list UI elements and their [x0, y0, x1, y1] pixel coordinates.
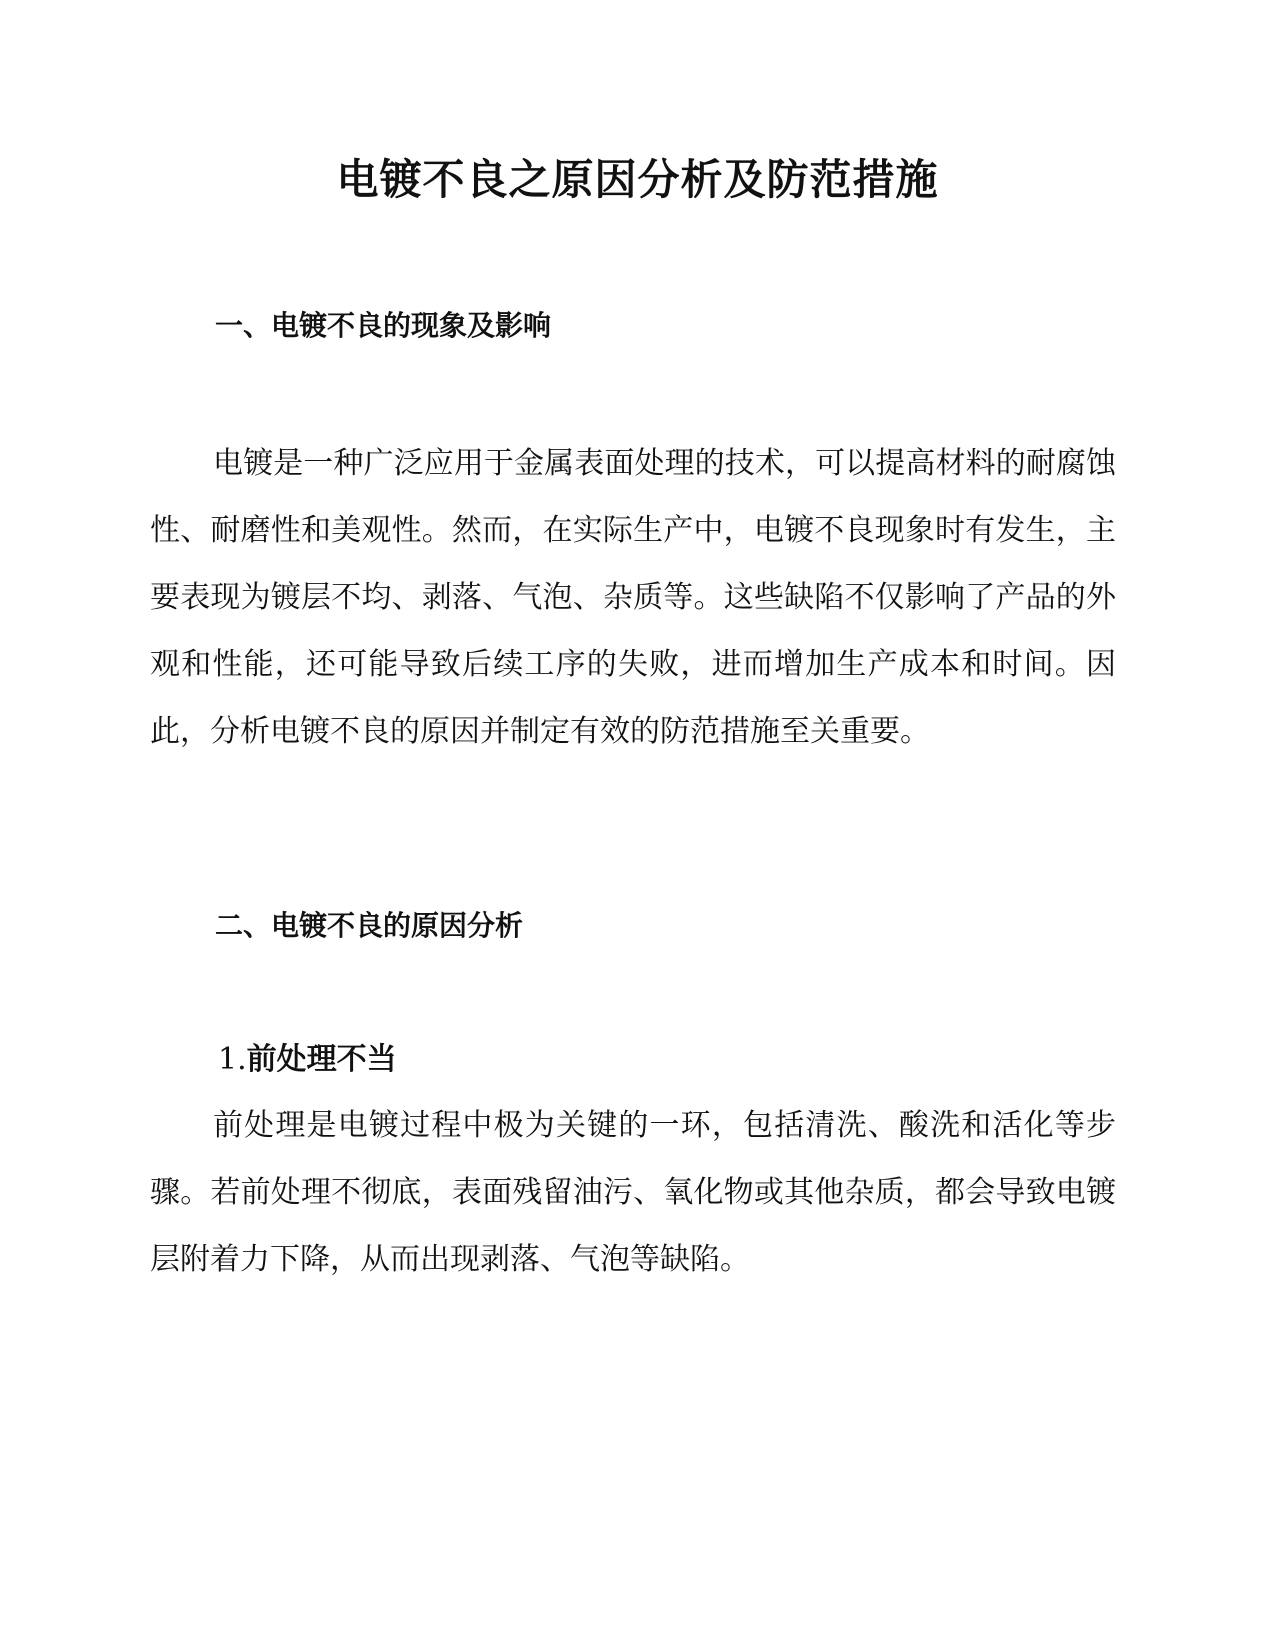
- subsection-paragraph: 前处理是电镀过程中极为关键的一环，包括清洗、酸洗和活化等步骤。若前处理不彻底，表面残留油污、氧化物或其他杂质，都会导致电镀层附着力下降，从而出现剥落、气泡等缺陷。: [150, 1108, 1116, 1277]
- document-title: 电镀不良之原因分析及防范措施: [336, 155, 939, 204]
- subsection-heading: [218, 1040, 397, 1080]
- section-heading: 一、电镀不良的现象及影响: [215, 309, 552, 342]
- section-heading: 二、电镀不良的原因分析: [215, 909, 524, 942]
- section-paragraph: 电镀是一种广泛应用于金属表面处理的技术，可以提高材料的耐腐蚀性、耐磨性和美观性。然而，在实际生产中，电镀不良现象时有发生，主要表现为镀层不均、剥落、气泡、杂质等。这些缺陷不仅影响了产品的外观和性能，还可能导致后续工序的失败，进而增加生产成本和时间。因此，分析电镀不良的原因并制定有效的防范措施至关重要。: [150, 446, 1116, 749]
- subsection-number: 1.: [218, 1042, 247, 1077]
- subsection-title: 前处理不当: [246, 1042, 397, 1077]
